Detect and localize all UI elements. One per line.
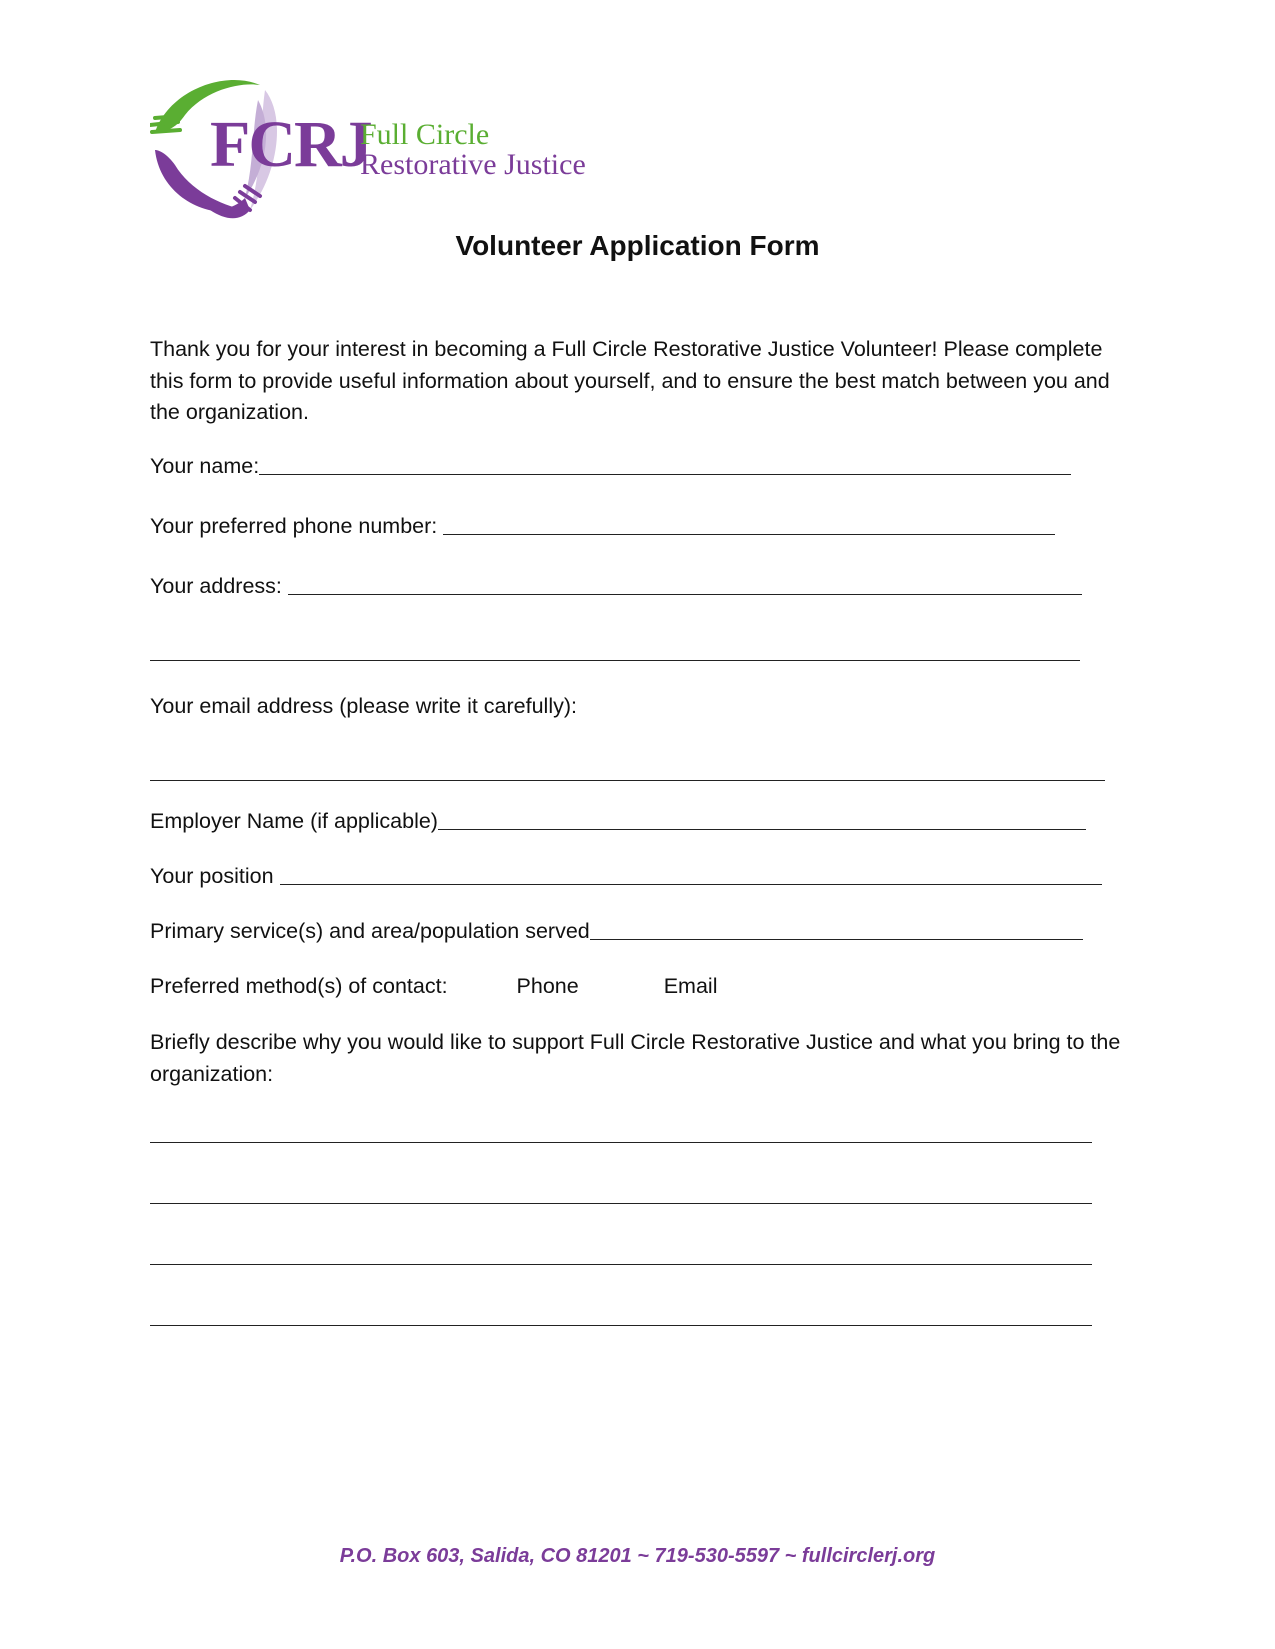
describe-answer-line-1[interactable]	[150, 1142, 1092, 1143]
contact-method-label: Preferred method(s) of contact:	[150, 974, 448, 998]
name-input-line[interactable]	[259, 474, 1071, 475]
logo-name-line2: Restorative Justice	[360, 148, 586, 181]
name-field	[150, 452, 1071, 480]
fcrj-logo	[150, 70, 590, 230]
phone-input-line[interactable]	[443, 534, 1055, 535]
email-field	[150, 692, 577, 720]
service-label: Primary service(s) and area/population served	[150, 919, 590, 943]
email-input-line[interactable]	[150, 780, 1105, 781]
service-input-line[interactable]	[590, 939, 1083, 940]
address-field	[150, 572, 1082, 600]
position-input-line[interactable]	[280, 884, 1102, 885]
contact-option-email[interactable]: Email	[663, 974, 718, 998]
describe-prompt: Briefly describe why you would like to support Full Circle Restorative Justice and what you bring to the organization:	[150, 1030, 1121, 1086]
describe-answer-line-4[interactable]	[150, 1325, 1092, 1326]
phone-field	[150, 512, 1055, 540]
employer-field	[150, 807, 1086, 835]
employer-label: Employer Name (if applicable)	[150, 809, 438, 833]
address-label: Your address:	[150, 574, 282, 598]
describe-answer-line-3[interactable]	[150, 1264, 1092, 1265]
intro-paragraph: Thank you for your interest in becoming a Full Circle Restorative Justice Volunteer! Please complete this form to provide useful information about yourself, and to ensure the best match between you and the organization.	[150, 337, 1110, 424]
footer-contact: P.O. Box 603, Salida, CO 81201 ~ 719-530-5597 ~ fullcirclerj.org	[339, 1545, 936, 1567]
phone-label: Your preferred phone number:	[150, 514, 438, 538]
employer-input-line[interactable]	[438, 829, 1086, 830]
name-label: Your name:	[150, 454, 260, 478]
contact-option-phone[interactable]: Phone	[516, 974, 579, 998]
describe-answer-line-2[interactable]	[150, 1203, 1092, 1204]
address-input-line[interactable]	[288, 594, 1082, 595]
address-input-line-2[interactable]	[150, 660, 1080, 661]
logo-abbreviation: FCRJ	[210, 108, 371, 181]
position-label: Your position	[150, 864, 274, 888]
position-field	[150, 862, 1102, 890]
logo-name-line1: Full Circle	[360, 118, 490, 151]
form-title: Volunteer Application Form	[455, 230, 820, 261]
service-field	[150, 917, 1083, 945]
email-label: Your email address (please write it carefully):	[150, 694, 577, 718]
contact-method-field	[150, 972, 717, 1000]
